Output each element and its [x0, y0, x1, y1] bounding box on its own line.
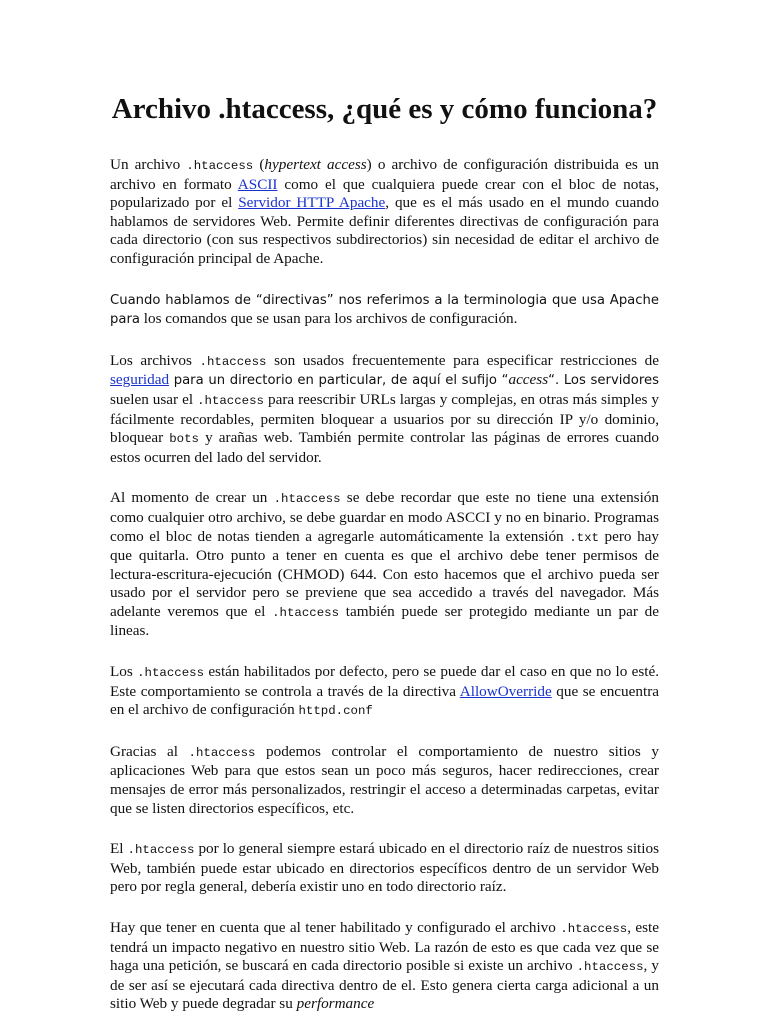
text: Cuando hablamos de “directivas” nos referimos a la terminologia que usa Apache para: [110, 292, 659, 328]
link-servidor-apache[interactable]: Servidor HTTP Apache: [238, 194, 386, 212]
text: Hay que tener en cuenta que al tener habilitado y configurado el archivo: [110, 919, 561, 936]
link-allowoverride[interactable]: AllowOverride: [459, 682, 552, 700]
code-htaccess: .htaccess: [273, 492, 341, 507]
text: podemos controlar el comportamiento de nuestro sitios y aplicaciones Web para que estos sean un poco más seguros, hacer redirecciones, crear mensajes de error más personalizados, restringir el acceso a determinadas carpetas, evitar que se listen directorios específicos, etc.: [110, 742, 659, 817]
paragraph-ubicacion: [110, 840, 659, 897]
paragraph-crear: [110, 489, 659, 641]
text: Un archivo: [110, 156, 187, 173]
text: para reescribir URLs largas y complejas, en otras más simples y fácilmente recordables, permiten bloquear a usuarios por su dirección IP y/o dominio, bloquear: [110, 390, 659, 447]
text: también puede ser protegido mediante un par de lineas.: [110, 602, 659, 640]
emphasis: performance: [296, 995, 375, 1013]
text: para un directorio en particular, de aquí el sufijo “: [169, 373, 509, 389]
page-title: Archivo .htaccess, ¿qué es y cómo funciona?: [111, 93, 658, 125]
code-httpd-conf: httpd.conf: [298, 704, 373, 719]
text: , y de ser así se ejecutará cada directiva dentro de el. Esto genera cierta carga adicional a un sitio Web y puede degradar su: [110, 957, 659, 1013]
text: son usados frecuentemente para especificar restricciones de: [266, 351, 659, 369]
code-htaccess: .htaccess: [197, 393, 264, 408]
paragraph-habilitados: [110, 663, 659, 721]
code-bots: bots: [169, 432, 199, 447]
text: El: [110, 840, 128, 858]
text: y arañas web. También permite controlar las páginas de errores cuando estos ocurren del lado del servidor.: [110, 429, 659, 466]
text: Al momento de crear un: [110, 489, 274, 507]
code-htaccess: .htaccess: [576, 960, 644, 975]
code-htaccess: .htaccess: [137, 666, 205, 681]
paragraph-gracias: [110, 743, 659, 818]
code-htaccess: .htaccess: [186, 159, 254, 173]
link-seguridad[interactable]: seguridad: [110, 371, 170, 389]
text: por lo general siempre estará ubicado en el directorio raíz de nuestros sitios Web, también puede estar ubicado en directorios específicos dentro de un servidor Web pero por regla general, debería existir uno en todo directorio raíz.: [110, 840, 659, 896]
paragraph-directivas: [110, 291, 659, 330]
document-body: [110, 156, 659, 1014]
text: están habilitados por defecto, pero se puede dar el caso en que no lo esté. Este comportamiento se controla a través de la directiva: [110, 663, 660, 700]
paragraph-intro: [110, 156, 659, 269]
code-htaccess: .htaccess: [560, 922, 628, 936]
text: Los: [110, 663, 138, 681]
code-htaccess: .htaccess: [127, 843, 195, 858]
paragraph-impacto: [110, 919, 659, 1014]
text: “. Los servidores: [548, 373, 659, 389]
text: , que es el más usado en el mundo cuando hablamos de servidores Web. Permite definir diferentes directivas de configuración para cada directorio (con sus respectivos subdirectorios) sin necesidad de editar el archivo de configuración principal de Apache.: [110, 194, 659, 267]
text: que se encuentra en el archivo de configuración: [110, 682, 659, 719]
emphasis: access: [508, 371, 549, 389]
text: suelen usar el: [110, 390, 198, 408]
link-ascii[interactable]: ASCII: [237, 175, 278, 193]
emphasis: hypertext access: [264, 156, 367, 173]
text: , este tendrá un impacto negativo en nuestro sitio Web. La razón de esto es que cada vez que se haga una petición, se buscará en cada directorio posible si existe un archivo: [110, 919, 660, 975]
text: Gracias al: [110, 742, 189, 760]
code-htaccess: .htaccess: [188, 745, 256, 760]
text: se debe recordar que este no tiene una extensión como cualquier otro archivo, se debe guardar en modo ASCCI y no en binario. Programas como el bloc de notas tienden a agregarle automáticamente la extensión: [110, 489, 659, 545]
code-txt: .txt: [569, 530, 599, 545]
paragraph-usos: [110, 352, 659, 468]
text: Los archivos: [110, 351, 200, 369]
code-htaccess: .htaccess: [199, 354, 267, 369]
text: ) o archivo de configuración distribuida es un archivo en formato: [110, 156, 660, 193]
text: los comandos que se usan para los archivos de configuración.: [139, 310, 518, 328]
text: pero hay que quitarla. Otro punto a tener en cuenta es que el archivo debe tener permisos de lectura-escritura-ejecución (CHMOD) 644. Con esto hacemos que el archivo pueda ser usado por el servidor pero se previene que sea accedido a través del navegador. Más adelante veremos que el: [110, 527, 659, 620]
text: (: [253, 156, 265, 173]
code-htaccess: .htaccess: [272, 605, 340, 620]
text: como el que cualquiera puede crear con el bloc de notas, popularizado por el: [110, 175, 659, 212]
